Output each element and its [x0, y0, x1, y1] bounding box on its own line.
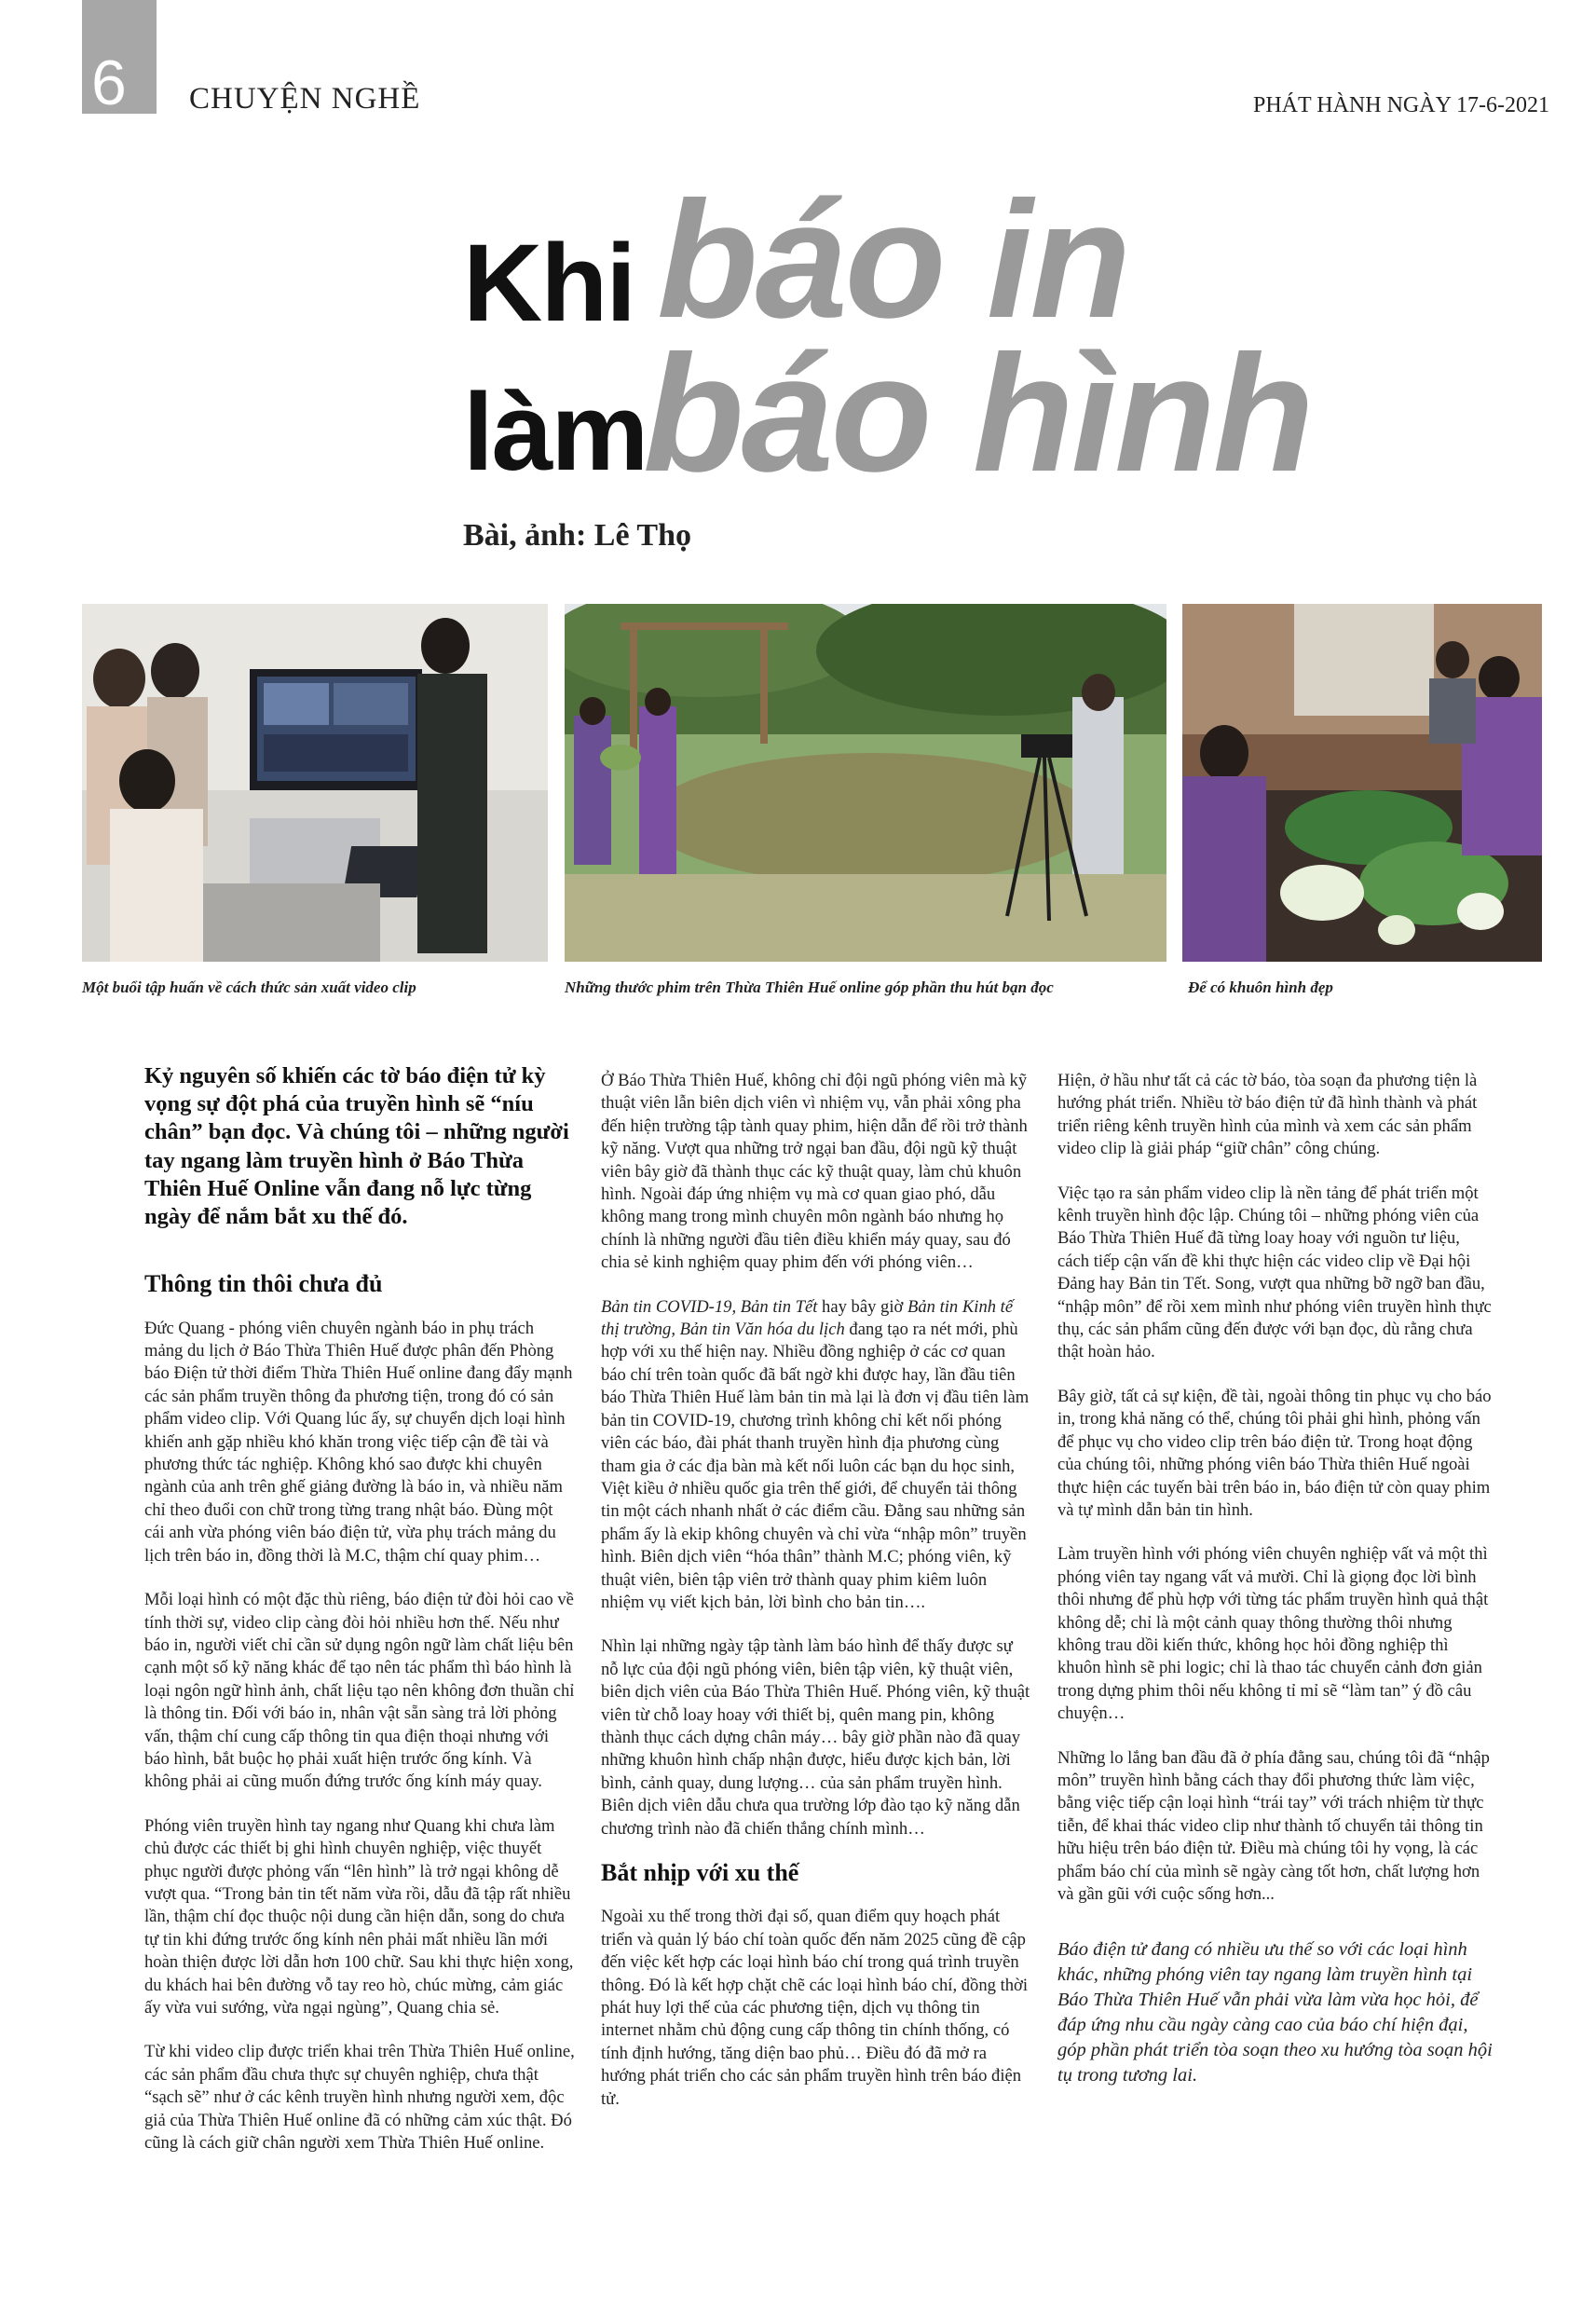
title-word-khi: Khi: [463, 222, 635, 345]
bulletin-names-2: Bản tin Kinh tế thị trường, Bản tin Văn hóa du lịch: [601, 1296, 1014, 1340]
paragraph: Ngoài xu thế trong thời đại số, quan điểm quy hoạch phát triển và quản lý báo chí toàn quốc đến năm 2025 cũng đề cập đến việc kết hợp các loại hình báo chí trong quá trình truyền thông. Đó là kết hợp chặt chẽ các loại hình báo chí, đồng thời phát huy lợi thế của các phương tiện, dịch vụ thông tin internet nhằm chủ động cung cấp thông tin chính thống, có tính định hướng, tăng diện bao phủ… Điều đó đã mở ra hướng phát triển cho các sản phẩm truyền hình trên báo điện tử.: [601, 1907, 1029, 2109]
article-closing: Báo điện tử đang có nhiều ưu thế so với các loại hình khác, những phóng viên tay ngang làm truyền hình tại Báo Thừa Thiên Huế vẫn phải vừa làm vừa học hỏi, để đáp ứng nhu cầu ngày càng cao của báo chí hiện đại, góp phần phát triển tòa soạn theo xu hướng tòa soạn hội tụ trong tương lai.: [1057, 1939, 1493, 2086]
paragraph: Đức Quang - phóng viên chuyên ngành báo in phụ trách mảng du lịch ở Báo Thừa Thiên Huế được phân đến Phòng báo Điện tử thời điểm Thừa Thiên Huế online đang đẩy mạnh các sản phẩm truyền thông đa phương tiện, trong đó có sản phẩm video clip. Với Quang lúc ấy, sự chuyển dịch loại hình khiến anh gặp nhiều khó khăn trong việc tiếp cận đề tài và phương thức tác nghiệp. Không khó sao được khi chuyên ngành của anh trên ghế giảng đường là báo in, và nhiều năm chỉ theo đuổi con chữ trong từng trang nhật báo. Đùng một cái anh vừa phóng viên báo điện tử, vừa phụ trách mảng du lịch trên báo in, đồng thời là M.C, thậm chí quay phim…: [144, 1318, 573, 1566]
paragraph: [601, 1296, 1031, 1615]
article-column-2: [601, 1070, 1031, 2132]
paragraph: Nhìn lại những ngày tập tành làm báo hình để thấy được sự nỗ lực của đội ngũ phóng viên, biên tập viên, kỹ thuật viên, biên dịch viên của Báo Thừa Thiên Huế. Phóng viên, kỹ thuật viên từ chỗ loay hoay với thiết bị, quên mang pin, không thành thục cách dựng chân máy… bây giờ phần nào đã quay những khuôn hình chấp nhận được, hiểu được kịch bản, lời bình, cảnh quay, dung lượng… của sản phẩm truyền hình. Biên dịch viên dẫu chưa qua trường lớp đào tạo kỹ năng dẫn chương trình nào đã chiến thắng chính mình…: [601, 1636, 1030, 1839]
paragraph: Phóng viên truyền hình tay ngang như Quang khi chưa làm chủ được các thiết bị ghi hình chuyên nghiệp, việc thuyết phục người được phỏng vấn “lên hình” là trở ngại không dễ vượt qua. “Trong bản tin tết năm vừa rồi, dẫu đã tập rất nhiều lần, thậm chí đọc thuộc nội dung cần hiện dẫn, song do chưa tự tin khi đứng trước ống kính nên phải mất nhiều lần mới hoàn thiện được lời dẫn hơn 100 chữ. Sau khi thực hiện xong, du khách hai bên đường vỗ tay reo hò, chúc mừng, cảm giác ấy vừa vui sướng, vừa ngại ngùng”, Quang chia sẻ.: [144, 1815, 574, 2018]
page-number: 6: [91, 48, 127, 118]
publish-date: PHÁT HÀNH NGÀY 17-6-2021: [1253, 93, 1549, 117]
photo-arranging-lotus: [1182, 604, 1542, 962]
paragraph: Từ khi video clip được triển khai trên Thừa Thiên Huế online, các sản phẩm đầu chưa thực sự chuyên nghiệp, chưa thật “sạch sẽ” như ở các kênh truyền hình nhưng người xem, độc giả của Thừa Thiên Huế online đã có những cảm xúc thật. Đó cũng là cách giữ chân người xem Thừa Thiên Huế online.: [144, 2042, 575, 2154]
section-title: CHUYỆN NGHỀ: [189, 82, 421, 116]
caption-photo-1: Một buổi tập huấn về cách thức sản xuất video clip: [82, 978, 416, 996]
article-lead: Kỷ nguyên số khiến các tờ báo điện tử kỳ vọng sự đột phá của truyền hình sẽ “níu chân” bạn đọc. Và chúng tôi – những người tay ngang làm truyền hình ở Báo Thừa Thiên Huế Online vẫn đang nỗ lực từng ngày để nắm bắt xu thế đó.: [144, 1063, 569, 1230]
paragraph-text: đang tạo ra nét mới, phù hợp với xu thế hiện nay. Nhiều đồng nghiệp ở các cơ quan báo chí trên toàn quốc đã bất ngờ khi được hay, lần đầu tiên báo Thừa Thiên Huế làm bản tin mà lại là đơn vị đầu tiên làm bản tin COVID-19, chương trình không chỉ kết nối phóng viên các báo, đài phát thanh truyền hình địa phương cùng tham gia ở các địa bàn mà kết nối luôn các bạn du học sinh, Việt kiều ở nhiều quốc gia trên thế giới, để chuyển tải thông tin một cách nhanh nhất ở các điểm cầu. Đằng sau những sản phẩm ấy là ekip không chuyên và chỉ vừa “nhập môn” truyền hình. Biên dịch viên “hóa thân” thành M.C; phóng viên, kỹ thuật viên, biên tập viên trở thành quay phim kiêm luôn nhiệm vụ viết kịch bản, lời bình cho bản tin….: [601, 1320, 1030, 1612]
paragraph-text: hay bây giờ: [817, 1296, 907, 1317]
title-word-bao-in: báo in: [657, 167, 1129, 352]
article-column-3: [1057, 1070, 1495, 2110]
paragraph: Ở Báo Thừa Thiên Huế, không chỉ đội ngũ phóng viên mà kỹ thuật viên lẫn biên dịch viên vì nhiệm vụ, vẫn phải xông pha đến hiện trường tập tành quay phim, hiện dẫn để rồi trở thành kỹ năng. Vượt qua những trở ngại ban đầu, đội ngũ kỹ thuật viên bây giờ đã thành thục các kỹ thuật quay, làm chủ khuôn hình. Ngoài đáp ứng nhiệm vụ mà cơ quan giao phó, dẫu không mang trong mình chuyên môn ngành báo nhưng họ chính là những người đầu tiên điều khiển máy quay, sau đó chia sẻ kinh nghiệm quay phim đến với phóng viên…: [601, 1071, 1028, 1273]
photo-filming-pond: [565, 604, 1166, 962]
title-word-lam: làm: [463, 371, 648, 494]
paragraph: Làm truyền hình với phóng viên chuyên nghiệp vất vả một thì phóng viên tay ngang vất vả mười. Chỉ là giọng đọc lời bình thôi nhưng để phù hợp với từng tác phẩm truyền hình quả thật không dễ; chỉ là một cảnh quay thông thường thôi nhưng không trau dồi kiến thức, không học hỏi đồng nghiệp thì khuôn hình sẽ phi logic; chỉ là thao tác chuyển cảnh đơn giản trong dựng phim thôi nếu không tỉ mỉ sẽ “làm tan” ý đồ câu chuyện…: [1057, 1544, 1489, 1724]
paragraph: Hiện, ở hầu như tất cả các tờ báo, tòa soạn đa phương tiện là hướng phát triển. Nhiều tờ báo điện tử đã hình thành và phát triển riêng kênh truyền hình của mình và xem các sản phẩm video clip là giải pháp “giữ chân” công chúng.: [1057, 1071, 1478, 1159]
caption-photo-3: Để có khuôn hình đẹp: [1188, 978, 1333, 996]
paragraph: Việc tạo ra sản phẩm video clip là nền tảng để phát triển một kênh truyền hình độc lập. Chúng tôi – những phóng viên của Báo Thừa Thiên Huế đã từng loay hoay với nguồn tư liệu, cách tiếp cận vấn đề khi thực hiện các video clip về Đại hội Đảng hay Bản tin Tết. Song, vượt qua những bỡ ngỡ ban đầu, “nhập môn” để rồi xem mình như phóng viên truyền hình thực thụ, các sản phẩm cũng đến được với bạn đọc, dù rằng chưa thật hoàn hảo.: [1057, 1183, 1492, 1362]
photo-training-session: [82, 604, 548, 962]
paragraph: Những lo lắng ban đầu đã ở phía đằng sau, chúng tôi đã “nhập môn” truyền hình bằng cách thay đổi phương thức làm việc, bằng việc tiếp cận loại hình “trái tay” với trách nhiệm từ thực tiễn, để khai thác video clip như thành tố chuyển tải thông tin hữu hiệu trên báo điện tử. Điều mà chúng tôi hy vọng, là các phẩm báo chí của mình sẽ ngày càng tốt hơn, chất lượng hơn và gần gũi với cuộc sống hơn...: [1057, 1747, 1490, 1904]
heading-thong-tin: Thông tin thôi chưa đủ: [144, 1270, 383, 1298]
bulletin-names: Bản tin COVID-19, Bản tin Tết: [601, 1296, 818, 1317]
caption-photo-2: Những thước phim trên Thừa Thiên Huế online góp phần thu hút bạn đọc: [565, 978, 1054, 996]
paragraph: Bây giờ, tất cả sự kiện, đề tài, ngoài thông tin phục vụ cho báo in, trong khả năng có thể, chúng tôi phải ghi hình, phỏng vấn để phục vụ cho video clip trên báo điện tử. Trong hoạt động của chúng tôi, những phóng viên báo Thừa thiên Huế ngoài thực hiện các tuyến bài trên báo in, báo điện tử còn quay phim và tự mình dẫn bản tin hình.: [1057, 1386, 1492, 1520]
title-word-bao-hinh: báo hình: [643, 321, 1312, 506]
byline: Bài, ảnh: Lê Thọ: [463, 518, 692, 553]
paragraph: Mỗi loại hình có một đặc thù riêng, báo điện tử đòi hỏi cao về tính thời sự, video clip càng đòi hỏi nhiều hơn thế. Nếu như báo in, người viết chỉ cần sử dụng ngôn ngữ làm chất liệu bên cạnh một số kỹ năng khác để tạo nên tác phẩm thì báo hình là loại ngôn ngữ hình ảnh, chất liệu tạo nên không đơn thuần chỉ là thông tin. Đối với báo in, nhân vật sẵn sàng trả lời phỏng vấn, thậm chí cung cấp thông tin qua điện thoại nhưng với báo hình, bắt buộc họ phải xuất hiện trước ống kính. Và không phải ai cũng muốn đứng trước ống kính máy quay.: [144, 1590, 575, 1792]
heading-bat-nhip: Bắt nhịp với xu thế: [601, 1859, 799, 1886]
article-column-1: [144, 1062, 575, 2176]
